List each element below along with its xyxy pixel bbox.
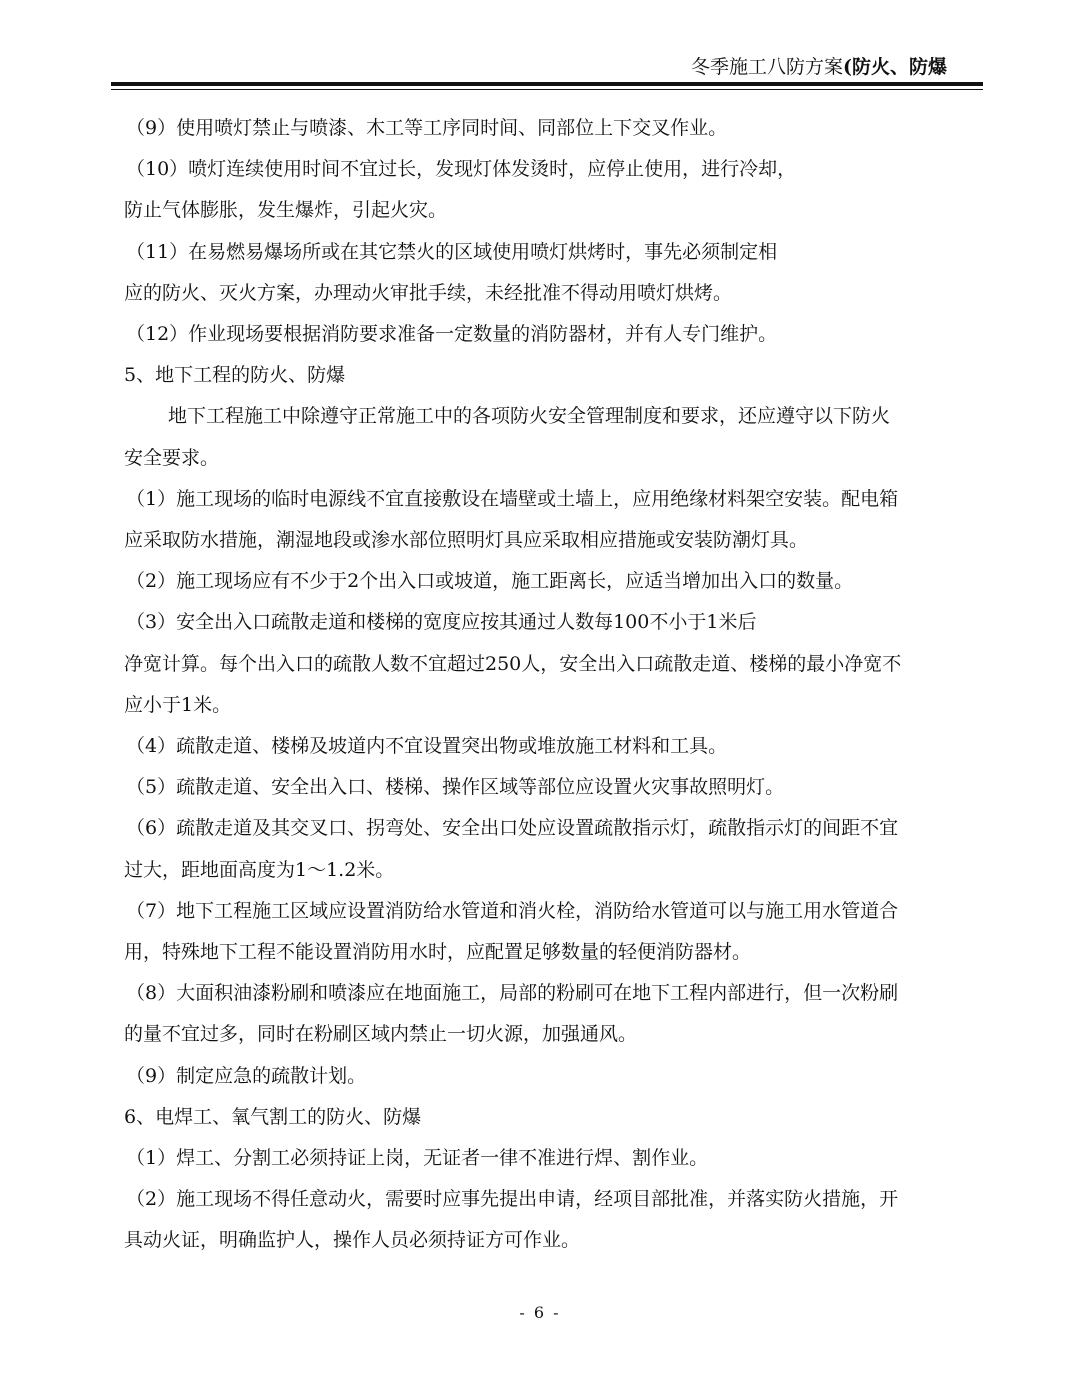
text-line: 过大，距地面高度为1～1.2米。 xyxy=(124,858,395,881)
section-heading: 5、地下工程的防火、防爆 xyxy=(124,364,346,387)
text-line: 应小于1米。 xyxy=(124,693,232,716)
header-title: 冬季施工八防方案 xyxy=(690,56,843,78)
text-line: （8）大面积油漆粉刷和喷漆应在地面施工，局部的粉刷可在地下工程内部进行，但一次粉刷 xyxy=(126,982,899,1005)
text-line: 应采取防水措施，潮湿地段或渗水部位照明灯具应采取相应措施或安装防潮灯具。 xyxy=(124,529,809,552)
text-line: （1）施工现场的临时电源线不宜直接敷设在墙壁或土墙上，应用绝缘材料架空安装。配电箱 xyxy=(126,487,899,510)
header-title-emphasis: (防火、防爆 xyxy=(843,56,947,78)
text-line: 应的防火、灭火方案，办理动火审批手续，未经批准不得动用喷灯烘烤。 xyxy=(124,281,733,304)
text-line: （9）制定应急的疏散计划。 xyxy=(126,1064,367,1087)
text-line: 具动火证，明确监护人，操作人员必须持证方可作业。 xyxy=(124,1229,581,1252)
text-line: 防止气体膨胀，发生爆炸，引起火灾。 xyxy=(124,199,448,222)
paragraph-line: 地下工程施工中除遵守正常施工中的各项防火安全管理制度和要求，还应遵守以下防火 xyxy=(168,405,891,428)
header-rule-thin xyxy=(111,89,983,90)
text-line: （12）作业现场要根据消防要求准备一定数量的消防器材，并有人专门维护。 xyxy=(126,323,778,346)
text-line: 安全要求。 xyxy=(124,446,220,469)
text-line: （1）焊工、分割工必须持证上岗，无证者一律不准进行焊、割作业。 xyxy=(126,1147,709,1170)
text-line: 净宽计算。每个出入口的疏散人数不宜超过250人，安全出入口疏散走道、楼梯的最小净宽不 xyxy=(124,652,902,675)
text-line: （11）在易燃易爆场所或在其它禁火的区域使用喷灯烘烤时，事先必须制定相 xyxy=(126,240,778,263)
page-number: - 6 - xyxy=(519,1303,561,1322)
text-line: （2）施工现场应有不少于2个出入口或坡道，施工距离长，应适当增加出入口的数量。 xyxy=(126,570,854,593)
text-line: （2）施工现场不得任意动火，需要时应事先提出申请，经项目部批准，并落实防火措施，开 xyxy=(126,1188,899,1211)
text-line: （3）安全出入口疏散走道和楼梯的宽度应按其通过人数每100不小于1米后 xyxy=(126,611,757,634)
header-rule-thick xyxy=(111,82,983,86)
text-line: （7）地下工程施工区域应设置消防给水管道和消火栓，消防给水管道可以与施工用水管道合 xyxy=(126,899,899,922)
text-line: 用，特殊地下工程不能设置消防用水时，应配置足够数量的轻便消防器材。 xyxy=(124,941,752,964)
section-heading: 6、电焊工、氧气割工的防火、防爆 xyxy=(124,1105,422,1128)
text-line: （9）使用喷灯禁止与喷漆、木工等工序同时间、同部位上下交叉作业。 xyxy=(126,117,728,139)
text-line: 的量不宜过多，同时在粉刷区域内禁止一切火源，加强通风。 xyxy=(124,1023,638,1046)
text-line: （6）疏散走道及其交叉口、拐弯处、安全出口处应设置疏散指示灯，疏散指示灯的间距不宜 xyxy=(126,817,899,840)
text-line: （4）疏散走道、楼梯及坡道内不宜设置突出物或堆放施工材料和工具。 xyxy=(126,735,728,758)
page-header xyxy=(691,54,947,80)
text-line: （10）喷灯连续使用时间不宜过长，发现灯体发烫时，应停止使用，进行冷却， xyxy=(126,158,797,181)
document-body xyxy=(126,108,984,1262)
text-line: （5）疏散走道、安全出入口、楼梯、操作区域等部位应设置火灾事故照明灯。 xyxy=(126,776,785,799)
